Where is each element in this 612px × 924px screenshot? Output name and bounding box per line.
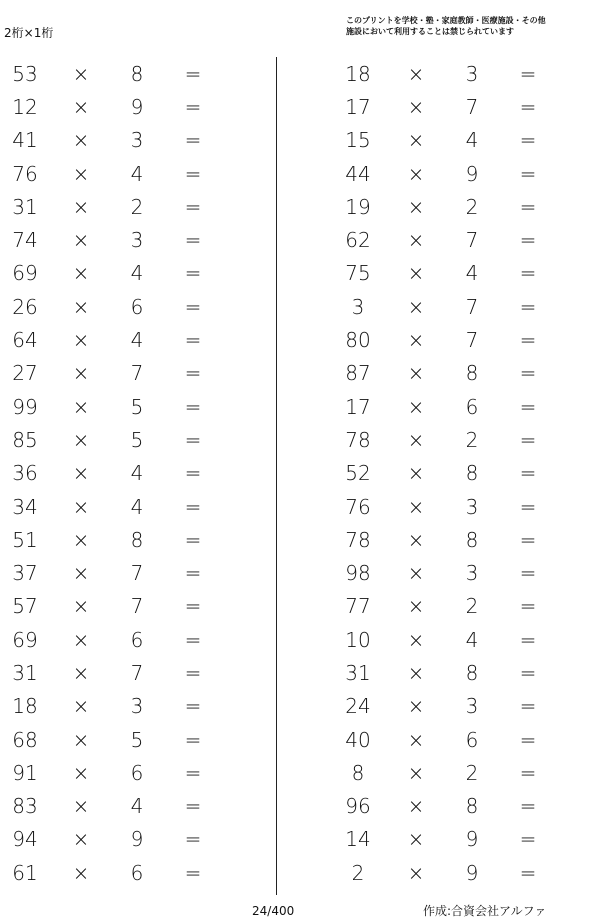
equals-sign: = — [184, 760, 202, 785]
first-operand: 57 — [12, 594, 38, 619]
multiply-sign: × — [407, 627, 425, 652]
problem-row — [336, 190, 596, 223]
first-operand: 18 — [345, 61, 371, 86]
first-operand: 53 — [12, 61, 38, 86]
second-operand: 4 — [130, 794, 144, 819]
problem-row — [336, 57, 596, 90]
equals-sign: = — [519, 860, 537, 885]
problem-row — [336, 423, 596, 456]
multiply-sign: × — [407, 194, 425, 219]
multiply-sign: × — [72, 194, 90, 219]
first-operand: 61 — [12, 860, 38, 885]
copyright-notice: このプリントを学校・塾・家庭教師・医療施設・その他 施設において利用することは禁じられています — [346, 16, 546, 36]
second-operand: 4 — [465, 261, 479, 286]
equals-sign: = — [519, 627, 537, 652]
first-operand: 24 — [345, 694, 371, 719]
second-operand: 3 — [130, 128, 144, 153]
equals-sign: = — [184, 527, 202, 552]
equals-sign: = — [519, 394, 537, 419]
multiply-sign: × — [407, 760, 425, 785]
problem-row — [336, 357, 596, 390]
second-operand: 6 — [130, 760, 144, 785]
first-operand: 40 — [345, 727, 371, 752]
second-operand: 6 — [130, 294, 144, 319]
first-operand: 64 — [12, 328, 38, 353]
equals-sign: = — [519, 561, 537, 586]
multiply-sign: × — [72, 261, 90, 286]
equals-sign: = — [519, 228, 537, 253]
second-operand: 2 — [465, 594, 479, 619]
second-operand: 5 — [130, 394, 144, 419]
multiply-sign: × — [407, 128, 425, 153]
equals-sign: = — [184, 494, 202, 519]
problem-row — [0, 590, 260, 623]
multiply-sign: × — [72, 561, 90, 586]
second-operand: 9 — [465, 827, 479, 852]
first-operand: 74 — [12, 228, 38, 253]
equals-sign: = — [519, 328, 537, 353]
equals-sign: = — [184, 594, 202, 619]
first-operand: 26 — [12, 294, 38, 319]
multiply-sign: × — [72, 827, 90, 852]
problem-row — [336, 390, 596, 423]
equals-sign: = — [519, 594, 537, 619]
multiply-sign: × — [72, 161, 90, 186]
problem-row — [336, 223, 596, 256]
multiply-sign: × — [72, 128, 90, 153]
multiply-sign: × — [72, 627, 90, 652]
equals-sign: = — [184, 394, 202, 419]
equals-sign: = — [519, 294, 537, 319]
first-operand: 85 — [12, 427, 38, 452]
second-operand: 8 — [465, 461, 479, 486]
first-operand: 17 — [345, 394, 371, 419]
problem-row — [336, 823, 596, 856]
second-operand: 4 — [130, 161, 144, 186]
first-operand: 10 — [345, 627, 371, 652]
problem-row — [336, 690, 596, 723]
multiply-sign: × — [407, 461, 425, 486]
second-operand: 6 — [465, 394, 479, 419]
equals-sign: = — [184, 194, 202, 219]
first-operand: 68 — [12, 727, 38, 752]
first-operand: 99 — [12, 394, 38, 419]
second-operand: 9 — [130, 827, 144, 852]
equals-sign: = — [519, 128, 537, 153]
equals-sign: = — [184, 794, 202, 819]
multiply-sign: × — [407, 427, 425, 452]
first-operand: 2 — [351, 860, 365, 885]
multiply-sign: × — [407, 727, 425, 752]
multiply-sign: × — [407, 494, 425, 519]
multiply-sign: × — [72, 94, 90, 119]
second-operand: 5 — [130, 427, 144, 452]
second-operand: 7 — [130, 561, 144, 586]
equals-sign: = — [184, 94, 202, 119]
equals-sign: = — [519, 494, 537, 519]
second-operand: 9 — [465, 860, 479, 885]
first-operand: 98 — [345, 561, 371, 586]
first-operand: 3 — [351, 294, 365, 319]
multiply-sign: × — [72, 427, 90, 452]
first-operand: 78 — [345, 427, 371, 452]
multiply-sign: × — [72, 61, 90, 86]
second-operand: 8 — [130, 527, 144, 552]
equals-sign: = — [519, 194, 537, 219]
multiply-sign: × — [407, 228, 425, 253]
multiply-sign: × — [407, 561, 425, 586]
equals-sign: = — [184, 660, 202, 685]
equals-sign: = — [184, 694, 202, 719]
first-operand: 69 — [12, 627, 38, 652]
first-operand: 96 — [345, 794, 371, 819]
equals-sign: = — [184, 328, 202, 353]
multiply-sign: × — [407, 394, 425, 419]
first-operand: 31 — [12, 194, 38, 219]
problem-row — [336, 90, 596, 123]
equals-sign: = — [519, 94, 537, 119]
multiply-sign: × — [407, 594, 425, 619]
problem-row — [336, 856, 596, 889]
problem-row — [336, 157, 596, 190]
second-operand: 8 — [465, 527, 479, 552]
page-number: 24/400 — [252, 904, 295, 918]
multiply-sign: × — [407, 161, 425, 186]
problem-row — [0, 523, 260, 556]
problem-row — [336, 457, 596, 490]
column-divider — [276, 57, 277, 895]
equals-sign: = — [184, 61, 202, 86]
problem-row — [0, 823, 260, 856]
problem-row — [0, 556, 260, 589]
equals-sign: = — [184, 860, 202, 885]
problem-row — [336, 290, 596, 323]
second-operand: 4 — [130, 494, 144, 519]
equals-sign: = — [519, 161, 537, 186]
first-operand: 83 — [12, 794, 38, 819]
equals-sign: = — [184, 161, 202, 186]
second-operand: 7 — [130, 361, 144, 386]
first-operand: 31 — [345, 660, 371, 685]
first-operand: 51 — [12, 527, 38, 552]
first-operand: 80 — [345, 328, 371, 353]
problem-row — [0, 257, 260, 290]
problem-row — [0, 90, 260, 123]
problem-row — [0, 390, 260, 423]
equals-sign: = — [184, 294, 202, 319]
page-title: 2桁×1桁 — [4, 26, 54, 40]
second-operand: 6 — [130, 627, 144, 652]
second-operand: 4 — [130, 261, 144, 286]
multiply-sign: × — [72, 694, 90, 719]
second-operand: 6 — [465, 727, 479, 752]
first-operand: 75 — [345, 261, 371, 286]
equals-sign: = — [519, 427, 537, 452]
equals-sign: = — [184, 461, 202, 486]
problem-row — [336, 723, 596, 756]
multiply-sign: × — [72, 594, 90, 619]
second-operand: 9 — [465, 161, 479, 186]
equals-sign: = — [519, 361, 537, 386]
multiply-sign: × — [407, 261, 425, 286]
first-operand: 18 — [12, 694, 38, 719]
first-operand: 17 — [345, 94, 371, 119]
problem-row — [0, 357, 260, 390]
first-operand: 91 — [12, 760, 38, 785]
problem-row — [0, 423, 260, 456]
second-operand: 5 — [130, 727, 144, 752]
problem-row — [0, 190, 260, 223]
equals-sign: = — [184, 427, 202, 452]
second-operand: 7 — [465, 228, 479, 253]
right-problem-column — [336, 57, 596, 889]
multiply-sign: × — [407, 294, 425, 319]
first-operand: 15 — [345, 128, 371, 153]
equals-sign: = — [184, 228, 202, 253]
equals-sign: = — [519, 794, 537, 819]
problem-row — [0, 623, 260, 656]
second-operand: 8 — [465, 794, 479, 819]
left-problem-column — [0, 57, 260, 889]
equals-sign: = — [519, 461, 537, 486]
multiply-sign: × — [72, 228, 90, 253]
second-operand: 2 — [465, 760, 479, 785]
second-operand: 2 — [130, 194, 144, 219]
second-operand: 8 — [465, 660, 479, 685]
multiply-sign: × — [72, 727, 90, 752]
problem-row — [0, 756, 260, 789]
multiply-sign: × — [407, 694, 425, 719]
equals-sign: = — [519, 61, 537, 86]
second-operand: 7 — [465, 294, 479, 319]
equals-sign: = — [184, 361, 202, 386]
equals-sign: = — [519, 727, 537, 752]
problem-row — [336, 623, 596, 656]
second-operand: 6 — [130, 860, 144, 885]
equals-sign: = — [184, 827, 202, 852]
second-operand: 8 — [465, 361, 479, 386]
problem-row — [0, 490, 260, 523]
multiply-sign: × — [72, 494, 90, 519]
author-credit: 作成:合資会社アルファ — [423, 904, 547, 918]
first-operand: 34 — [12, 494, 38, 519]
second-operand: 3 — [465, 561, 479, 586]
second-operand: 8 — [130, 61, 144, 86]
first-operand: 94 — [12, 827, 38, 852]
equals-sign: = — [184, 561, 202, 586]
second-operand: 7 — [130, 660, 144, 685]
first-operand: 8 — [351, 760, 365, 785]
problem-row — [336, 790, 596, 823]
first-operand: 76 — [345, 494, 371, 519]
second-operand: 3 — [130, 694, 144, 719]
problem-row — [336, 523, 596, 556]
problem-row — [336, 656, 596, 689]
first-operand: 31 — [12, 660, 38, 685]
equals-sign: = — [184, 128, 202, 153]
multiply-sign: × — [407, 61, 425, 86]
problem-row — [0, 856, 260, 889]
second-operand: 3 — [130, 228, 144, 253]
first-operand: 76 — [12, 161, 38, 186]
first-operand: 69 — [12, 261, 38, 286]
problem-row — [0, 57, 260, 90]
multiply-sign: × — [407, 94, 425, 119]
multiply-sign: × — [407, 328, 425, 353]
second-operand: 3 — [465, 494, 479, 519]
first-operand: 12 — [12, 94, 38, 119]
first-operand: 62 — [345, 228, 371, 253]
equals-sign: = — [519, 660, 537, 685]
equals-sign: = — [519, 827, 537, 852]
first-operand: 36 — [12, 461, 38, 486]
multiply-sign: × — [72, 461, 90, 486]
second-operand: 2 — [465, 427, 479, 452]
problem-row — [0, 656, 260, 689]
second-operand: 7 — [465, 94, 479, 119]
first-operand: 19 — [345, 194, 371, 219]
multiply-sign: × — [72, 361, 90, 386]
problem-row — [0, 157, 260, 190]
second-operand: 4 — [465, 627, 479, 652]
multiply-sign: × — [407, 860, 425, 885]
multiply-sign: × — [72, 328, 90, 353]
multiply-sign: × — [72, 394, 90, 419]
second-operand: 4 — [465, 128, 479, 153]
first-operand: 77 — [345, 594, 371, 619]
multiply-sign: × — [72, 860, 90, 885]
second-operand: 7 — [130, 594, 144, 619]
problem-row — [0, 790, 260, 823]
multiply-sign: × — [72, 794, 90, 819]
problem-row — [336, 756, 596, 789]
problem-row — [336, 124, 596, 157]
equals-sign: = — [184, 261, 202, 286]
problem-row — [0, 290, 260, 323]
multiply-sign: × — [72, 660, 90, 685]
equals-sign: = — [519, 527, 537, 552]
first-operand: 14 — [345, 827, 371, 852]
multiply-sign: × — [72, 294, 90, 319]
problem-row — [0, 124, 260, 157]
multiply-sign: × — [407, 361, 425, 386]
problem-row — [0, 323, 260, 356]
multiply-sign: × — [72, 760, 90, 785]
first-operand: 78 — [345, 527, 371, 552]
second-operand: 3 — [465, 694, 479, 719]
equals-sign: = — [184, 727, 202, 752]
first-operand: 44 — [345, 161, 371, 186]
problem-row — [336, 257, 596, 290]
problem-row — [0, 457, 260, 490]
equals-sign: = — [519, 261, 537, 286]
second-operand: 9 — [130, 94, 144, 119]
problem-row — [336, 490, 596, 523]
equals-sign: = — [519, 694, 537, 719]
second-operand: 4 — [130, 461, 144, 486]
first-operand: 37 — [12, 561, 38, 586]
equals-sign: = — [519, 760, 537, 785]
first-operand: 27 — [12, 361, 38, 386]
problem-row — [336, 323, 596, 356]
multiply-sign: × — [407, 527, 425, 552]
problem-row — [336, 556, 596, 589]
second-operand: 3 — [465, 61, 479, 86]
problem-row — [0, 690, 260, 723]
problem-row — [0, 223, 260, 256]
multiply-sign: × — [407, 794, 425, 819]
problem-row — [336, 590, 596, 623]
second-operand: 7 — [465, 328, 479, 353]
multiply-sign: × — [407, 827, 425, 852]
first-operand: 52 — [345, 461, 371, 486]
second-operand: 2 — [465, 194, 479, 219]
first-operand: 41 — [12, 128, 38, 153]
second-operand: 4 — [130, 328, 144, 353]
multiply-sign: × — [407, 660, 425, 685]
multiply-sign: × — [72, 527, 90, 552]
first-operand: 87 — [345, 361, 371, 386]
equals-sign: = — [184, 627, 202, 652]
problem-row — [0, 723, 260, 756]
